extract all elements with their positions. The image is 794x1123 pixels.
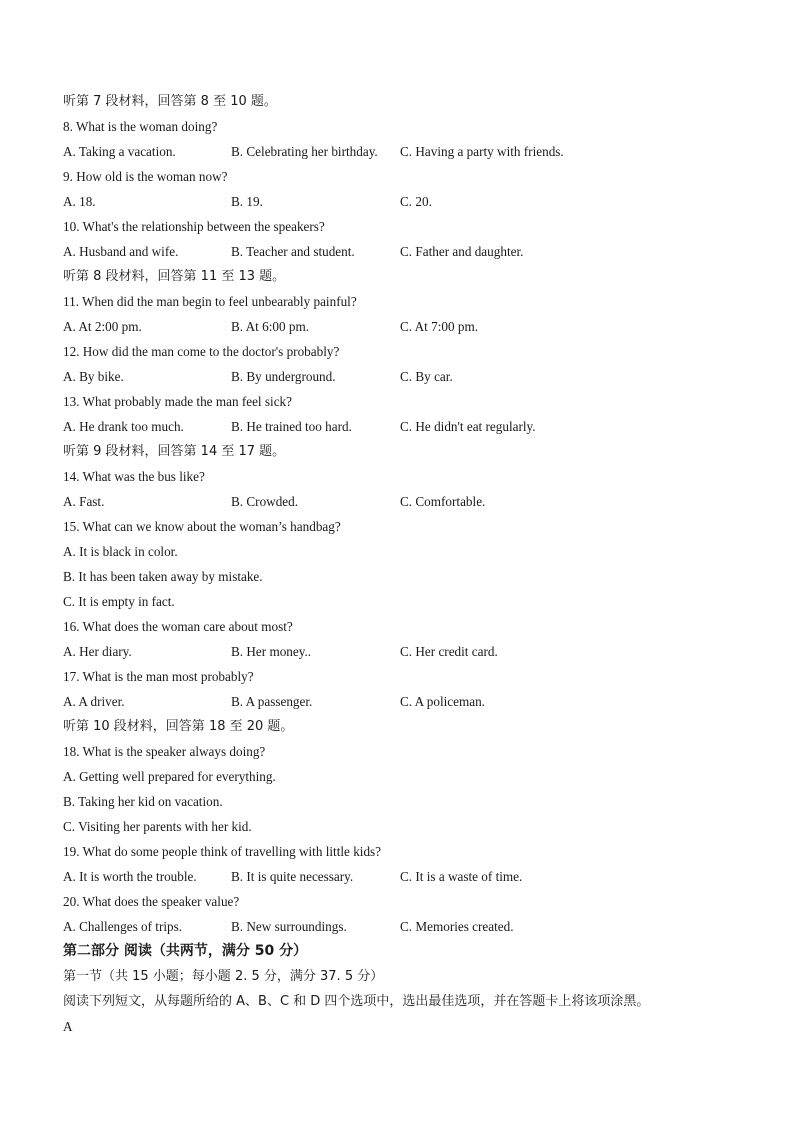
answer-options-row: [63, 189, 753, 214]
answer-options-row: [63, 864, 753, 889]
answer-option-b: B. Teacher and student.: [231, 244, 355, 259]
answer-option-a: A. 18.: [63, 194, 96, 209]
exam-content: [63, 89, 753, 1039]
answer-option: B. Taking her kid on vacation.: [63, 794, 223, 809]
question-text: 20. What does the speaker value?: [63, 894, 240, 909]
answer-option-c: C. Her credit card.: [400, 644, 498, 659]
answer-option-b: B. Crowded.: [231, 494, 299, 509]
answer-option-c: C. Comfortable.: [400, 494, 486, 509]
answer-option-b: B. 19.: [231, 194, 263, 209]
answer-option-a: A. By bike.: [63, 369, 124, 384]
answer-options-row: [63, 489, 753, 514]
answer-option-c: C. It is a waste of time.: [400, 869, 523, 884]
answer-option-b: B. Celebrating her birthday.: [231, 144, 378, 159]
answer-options-row: [63, 689, 753, 714]
answer-option-c: C. 20.: [400, 194, 432, 209]
answer-option: A: [63, 1019, 73, 1034]
answer-options-row: [63, 139, 753, 164]
answer-option-c: C. Father and daughter.: [400, 244, 524, 259]
question-text: 10. What's the relationship between the speakers?: [63, 219, 325, 234]
question-text: 16. What does the woman care about most?: [63, 619, 293, 634]
answer-option: A. Getting well prepared for everything.: [63, 769, 276, 784]
answer-options-row: [63, 639, 753, 664]
question-text: 14. What was the bus like?: [63, 469, 205, 484]
answer-option-b: B. At 6:00 pm.: [231, 319, 310, 334]
answer-option: A. It is black in color.: [63, 544, 178, 559]
question-text: 18. What is the speaker always doing?: [63, 744, 266, 759]
answer-options-row: [63, 239, 753, 264]
question-text: 15. What can we know about the woman’s handbag?: [63, 519, 341, 534]
answer-option-b: B. By underground.: [231, 369, 336, 384]
question-text: 11. When did the man begin to feel unbearably painful?: [63, 294, 357, 309]
answer-option-a: A. It is worth the trouble.: [63, 869, 197, 884]
section-instruction: 听第 7 段材料，回答第 8 至 10 题。: [63, 94, 277, 109]
answer-option: C. It is empty in fact.: [63, 594, 175, 609]
section-instruction: 阅读下列短文，从每题所给的 A、B、C 和 D 四个选项中，选出最佳选项，并在答题卡上将该项涂黑。: [63, 994, 650, 1009]
answer-options-row: [63, 364, 753, 389]
question-text: 8. What is the woman doing?: [63, 119, 218, 134]
answer-option-c: C. Having a party with friends.: [400, 144, 564, 159]
answer-option-b: B. He trained too hard.: [231, 419, 352, 434]
answer-option-b: B. A passenger.: [231, 694, 313, 709]
question-text: 12. How did the man come to the doctor's probably?: [63, 344, 340, 359]
answer-option-c: C. He didn't eat regularly.: [400, 419, 536, 434]
answer-option-c: C. Memories created.: [400, 919, 514, 934]
answer-option-b: B. It is quite necessary.: [231, 869, 354, 884]
answer-options-row: [63, 414, 753, 439]
answer-option-b: B. New surroundings.: [231, 919, 347, 934]
answer-option-c: C. By car.: [400, 369, 453, 384]
answer-option-a: A. Fast.: [63, 494, 105, 509]
question-text: 17. What is the man most probably?: [63, 669, 254, 684]
answer-options-row: [63, 314, 753, 339]
answer-option-a: A. Challenges of trips.: [63, 919, 183, 934]
answer-option: B. It has been taken away by mistake.: [63, 569, 263, 584]
answer-option-a: A. Husband and wife.: [63, 244, 179, 259]
question-text: 9. How old is the woman now?: [63, 169, 228, 184]
section-instruction: 听第 8 段材料，回答第 11 至 13 题。: [63, 269, 286, 284]
section-instruction: 第一节（共 15 小题；每小题 2. 5 分，满分 37. 5 分）: [63, 969, 384, 984]
answer-option-b: B. Her money..: [231, 644, 312, 659]
answer-option-a: A. Taking a vacation.: [63, 144, 176, 159]
answer-option-a: A. A driver.: [63, 694, 125, 709]
answer-option-a: A. Her diary.: [63, 644, 132, 659]
answer-option-c: C. At 7:00 pm.: [400, 319, 479, 334]
answer-option-c: C. A policeman.: [400, 694, 485, 709]
section-instruction: 听第 10 段材料，回答第 18 至 20 题。: [63, 719, 294, 734]
answer-option: C. Visiting her parents with her kid.: [63, 819, 252, 834]
answer-options-row: [63, 914, 753, 939]
part-heading: 第二部分 阅读（共两节，满分 50 分）: [63, 943, 308, 959]
question-text: 19. What do some people think of travelling with little kids?: [63, 844, 382, 859]
section-instruction: 听第 9 段材料，回答第 14 至 17 题。: [63, 444, 286, 459]
answer-option-a: A. At 2:00 pm.: [63, 319, 142, 334]
answer-option-a: A. He drank too much.: [63, 419, 184, 434]
question-text: 13. What probably made the man feel sick?: [63, 394, 292, 409]
